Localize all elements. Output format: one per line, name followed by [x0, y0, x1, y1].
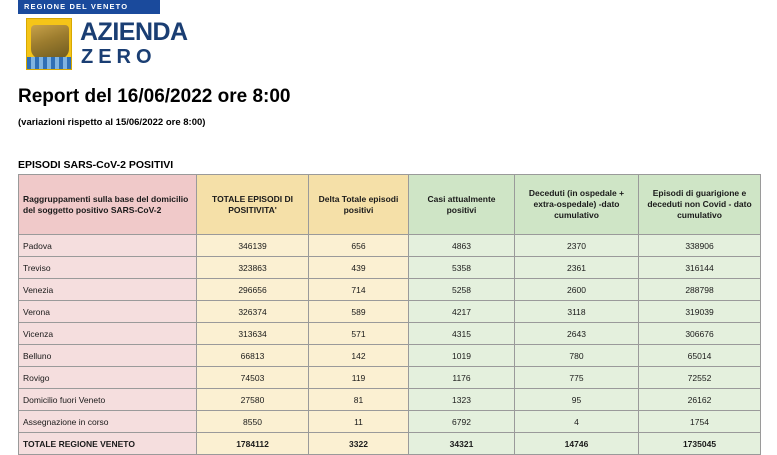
table-cell: 571 [309, 323, 409, 345]
table-total-row [19, 433, 761, 455]
table-cell: 81 [309, 389, 409, 411]
table-cell: 142 [309, 345, 409, 367]
table-cell: 313634 [197, 323, 309, 345]
page-title: Report del 16/06/2022 ore 8:00 [18, 86, 291, 107]
table-row [19, 323, 761, 345]
table-cell: 346139 [197, 235, 309, 257]
table-cell: 3118 [515, 301, 639, 323]
table-cell: 780 [515, 345, 639, 367]
column-header-deceased: Deceduti (in ospedale + extra-ospedale) -dato cumulativo [515, 175, 639, 235]
table-cell: 5358 [409, 257, 515, 279]
table-row [19, 235, 761, 257]
table-cell: 1754 [639, 411, 761, 433]
column-header-delta-total: Delta Totale episodi positivi [309, 175, 409, 235]
table-cell: 2643 [515, 323, 639, 345]
table-cell: 65014 [639, 345, 761, 367]
brand-name-zero: ZERO [81, 46, 157, 68]
table-cell: 656 [309, 235, 409, 257]
brand-name-azienda: AZIENDA [80, 18, 188, 46]
table-cell: 1019 [409, 345, 515, 367]
table-cell: 8550 [197, 411, 309, 433]
table-cell: 119 [309, 367, 409, 389]
table-cell: 26162 [639, 389, 761, 411]
total-cell: 3322 [309, 433, 409, 455]
table-cell: 4863 [409, 235, 515, 257]
row-label: Assegnazione in corso [19, 411, 197, 433]
table-cell: 74503 [197, 367, 309, 389]
table-row [19, 279, 761, 301]
table-cell: 4315 [409, 323, 515, 345]
row-label: Domicilio fuori Veneto [19, 389, 197, 411]
table-cell: 2370 [515, 235, 639, 257]
positive-episodes-table [18, 174, 761, 455]
azienda-zero-logo [18, 0, 188, 76]
veneto-lion-crest-icon [26, 18, 72, 70]
row-label: Padova [19, 235, 197, 257]
table-cell: 589 [309, 301, 409, 323]
total-cell: 34321 [409, 433, 515, 455]
table-cell: 306676 [639, 323, 761, 345]
table-cell: 5258 [409, 279, 515, 301]
column-header-total-episodes: TOTALE EPISODI DI POSITIVITA' [197, 175, 309, 235]
table-cell: 2361 [515, 257, 639, 279]
table-row [19, 257, 761, 279]
table-cell: 338906 [639, 235, 761, 257]
table-cell: 6792 [409, 411, 515, 433]
row-label: Belluno [19, 345, 197, 367]
total-row-label: TOTALE REGIONE VENETO [19, 433, 197, 455]
total-cell: 14746 [515, 433, 639, 455]
region-banner: REGIONE DEL VENETO [18, 0, 160, 14]
table-cell: 319039 [639, 301, 761, 323]
page-subtitle: (variazioni rispetto al 15/06/2022 ore 8:00) [18, 117, 206, 128]
total-cell: 1784112 [197, 433, 309, 455]
table-cell: 288798 [639, 279, 761, 301]
table-cell: 2600 [515, 279, 639, 301]
table-row [19, 367, 761, 389]
table-cell: 4217 [409, 301, 515, 323]
table-row [19, 411, 761, 433]
table-cell: 4 [515, 411, 639, 433]
table-row [19, 389, 761, 411]
table-cell: 72552 [639, 367, 761, 389]
table-cell: 775 [515, 367, 639, 389]
column-header-currently-positive: Casi attualmente positivi [409, 175, 515, 235]
table-row [19, 345, 761, 367]
table-cell: 27580 [197, 389, 309, 411]
column-header-recovered: Episodi di guarigione e deceduti non Covid - dato cumulativo [639, 175, 761, 235]
column-header-grouping: Raggruppamenti sulla base del domicilio del soggetto positivo SARS-CoV-2 [19, 175, 197, 235]
table-cell: 1323 [409, 389, 515, 411]
total-cell: 1735045 [639, 433, 761, 455]
table-cell: 66813 [197, 345, 309, 367]
table-cell: 326374 [197, 301, 309, 323]
row-label: Venezia [19, 279, 197, 301]
table-cell: 296656 [197, 279, 309, 301]
table-cell: 95 [515, 389, 639, 411]
table-cell: 323863 [197, 257, 309, 279]
row-label: Verona [19, 301, 197, 323]
table-cell: 439 [309, 257, 409, 279]
row-label: Vicenza [19, 323, 197, 345]
table-cell: 714 [309, 279, 409, 301]
row-label: Rovigo [19, 367, 197, 389]
positive-episodes-table-wrapper [18, 174, 760, 455]
table-cell: 11 [309, 411, 409, 433]
section-heading: EPISODI SARS-CoV-2 POSITIVI [18, 159, 174, 171]
table-cell: 1176 [409, 367, 515, 389]
table-body [19, 235, 761, 455]
row-label: Treviso [19, 257, 197, 279]
table-cell: 316144 [639, 257, 761, 279]
table-header-row [19, 175, 761, 235]
table-row [19, 301, 761, 323]
